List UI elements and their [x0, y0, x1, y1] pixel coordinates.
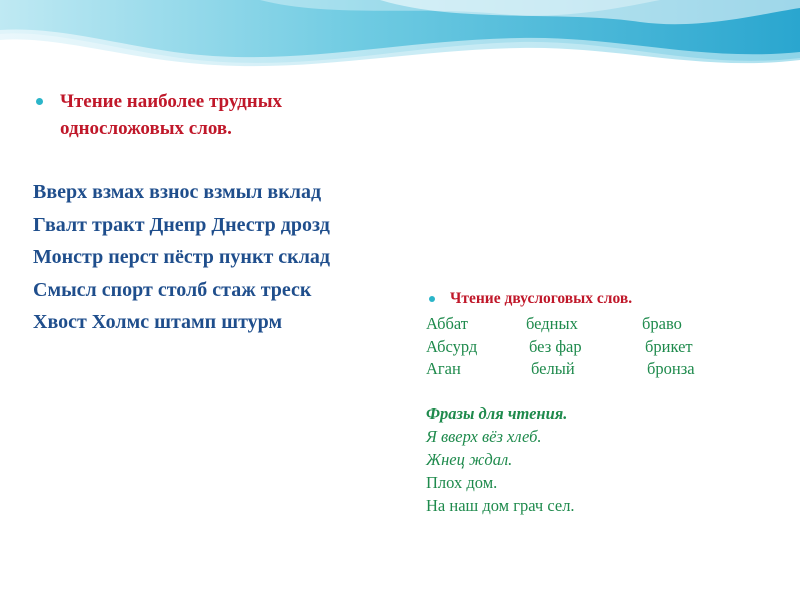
phrase-line: На наш дом грач сел. — [426, 496, 575, 515]
word-cell: бедных — [526, 314, 578, 333]
word-row: Хвост Холмс штамп штурм — [33, 311, 283, 333]
word-cell: брикет — [645, 336, 693, 356]
phrase-line: Я вверх вёз хлеб. — [426, 427, 542, 446]
word-cell: Аган — [426, 359, 461, 378]
header-wave-decoration — [0, 0, 800, 80]
word-cell: белый — [531, 359, 575, 378]
phrase-line: Жнец ждал. — [426, 450, 513, 469]
bullet-icon — [36, 98, 43, 105]
section2-title: Чтение двуслоговых слов. — [450, 290, 633, 307]
word-grid-row — [426, 358, 746, 381]
section1-title-line1: Чтение наиболее трудных — [60, 91, 283, 112]
two-syllable-words-grid — [426, 313, 746, 381]
difficult-words-list — [33, 176, 330, 339]
word-row: Монстр перст пёстр пункт склад — [33, 246, 331, 268]
phrase-line: Плох дом. — [426, 473, 498, 492]
word-row: Вверх взмах взнос взмыл вклад — [33, 181, 322, 203]
word-row: Гвалт тракт Днепр Днестр дрозд — [33, 213, 330, 236]
word-cell: Абсурд — [426, 336, 478, 356]
bullet-icon — [429, 296, 435, 302]
section1-title-line2: односложовых слов. — [60, 118, 232, 139]
word-cell: бронза — [647, 359, 695, 378]
word-cell: Аббат — [426, 314, 468, 333]
word-cell: без фар — [529, 336, 582, 356]
word-cell: браво — [642, 314, 682, 333]
word-grid-row — [426, 336, 746, 359]
word-grid-row — [426, 313, 746, 336]
reading-phrases — [426, 402, 575, 517]
word-row: Смысл спорт столб стаж треск — [33, 278, 312, 301]
phrases-heading: Фразы для чтения. — [426, 404, 568, 423]
